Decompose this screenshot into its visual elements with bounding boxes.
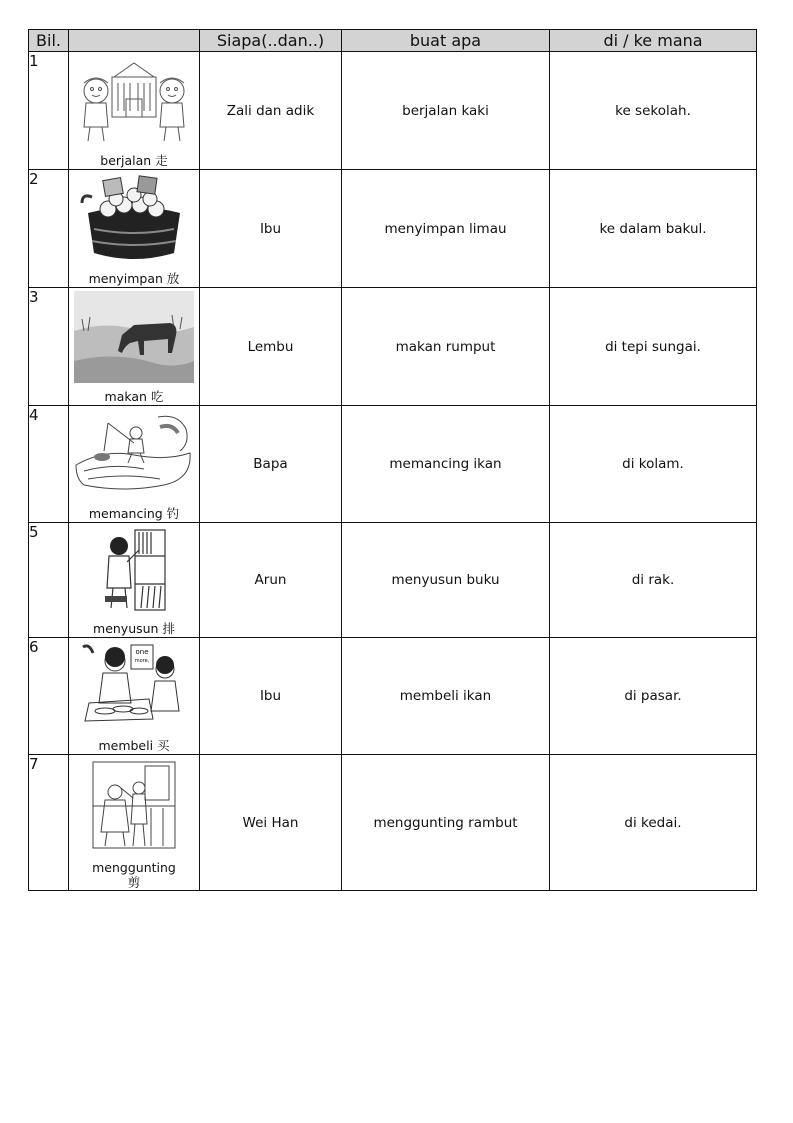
di-ke-mana-cell: ke dalam bakul.: [550, 170, 757, 288]
siapa-cell: Arun: [200, 523, 342, 638]
barber-shop-picture: [89, 758, 179, 852]
table-row: [29, 523, 757, 638]
picture-caption: memancing 钓: [88, 505, 180, 521]
buying-fish-at-market-picture: [79, 641, 189, 729]
siapa-cell: Ibu: [200, 170, 342, 288]
row-number: 1: [29, 52, 69, 170]
di-ke-mana-cell: ke sekolah.: [550, 52, 757, 170]
boy-arranging-books-picture: [99, 526, 169, 614]
di-ke-mana-cell: di kolam.: [550, 406, 757, 523]
row-number: 7: [29, 755, 69, 891]
picture-cell: [69, 638, 200, 755]
header-picture: [69, 30, 200, 52]
table-row: [29, 638, 757, 755]
header-row: [29, 30, 757, 52]
picture-caption: [69, 861, 199, 890]
buat-apa-cell: membeli ikan: [342, 638, 550, 755]
buat-apa-cell: menyusun buku: [342, 523, 550, 638]
row-number: 4: [29, 406, 69, 523]
picture-caption-line2: 剪: [127, 874, 141, 890]
table-row: [29, 288, 757, 406]
table-row: [29, 755, 757, 891]
siapa-cell: Lembu: [200, 288, 342, 406]
header-buat-apa: buat apa: [342, 30, 550, 52]
picture-caption-line1: menggunting: [92, 860, 176, 876]
row-number: 2: [29, 170, 69, 288]
picture-cell: [69, 755, 200, 891]
di-ke-mana-cell: di tepi sungai.: [550, 288, 757, 406]
cow-eating-grass-picture: [74, 291, 194, 383]
di-ke-mana-cell: di rak.: [550, 523, 757, 638]
header-di-ke-mana: di / ke mana: [550, 30, 757, 52]
children-walking-to-school-picture: [74, 55, 194, 147]
di-ke-mana-cell: di pasar.: [550, 638, 757, 755]
siapa-cell: Ibu: [200, 638, 342, 755]
row-number: 6: [29, 638, 69, 755]
table-row: [29, 170, 757, 288]
boy-fishing-picture: [74, 409, 194, 497]
worksheet-table: [28, 29, 757, 891]
row-number: 3: [29, 288, 69, 406]
picture-cell: [69, 52, 200, 170]
picture-cell: [69, 170, 200, 288]
picture-cell: [69, 288, 200, 406]
picture-caption: berjalan 走: [100, 152, 168, 168]
picture-caption: menyusun 排: [93, 620, 175, 636]
siapa-cell: Zali dan adik: [200, 52, 342, 170]
buat-apa-cell: makan rumput: [342, 288, 550, 406]
picture-caption: menyimpan 放: [88, 270, 180, 286]
buat-apa-cell: menyimpan limau: [342, 170, 550, 288]
svg-text:one: one: [135, 648, 149, 656]
header-bil: Bil.: [29, 30, 69, 52]
table-row: [29, 406, 757, 523]
picture-caption: membeli 买: [98, 737, 170, 753]
buat-apa-cell: menggunting rambut: [342, 755, 550, 891]
picture-cell: [69, 406, 200, 523]
picture-cell: [69, 523, 200, 638]
table-row: [29, 52, 757, 170]
basket-of-oranges-picture: [74, 173, 194, 265]
siapa-cell: Wei Han: [200, 755, 342, 891]
di-ke-mana-cell: di kedai.: [550, 755, 757, 891]
siapa-cell: Bapa: [200, 406, 342, 523]
row-number: 5: [29, 523, 69, 638]
buat-apa-cell: berjalan kaki: [342, 52, 550, 170]
picture-caption: makan 吃: [104, 388, 164, 404]
buat-apa-cell: memancing ikan: [342, 406, 550, 523]
header-siapa: Siapa(..dan..): [200, 30, 342, 52]
svg-text:more,: more,: [134, 658, 150, 664]
